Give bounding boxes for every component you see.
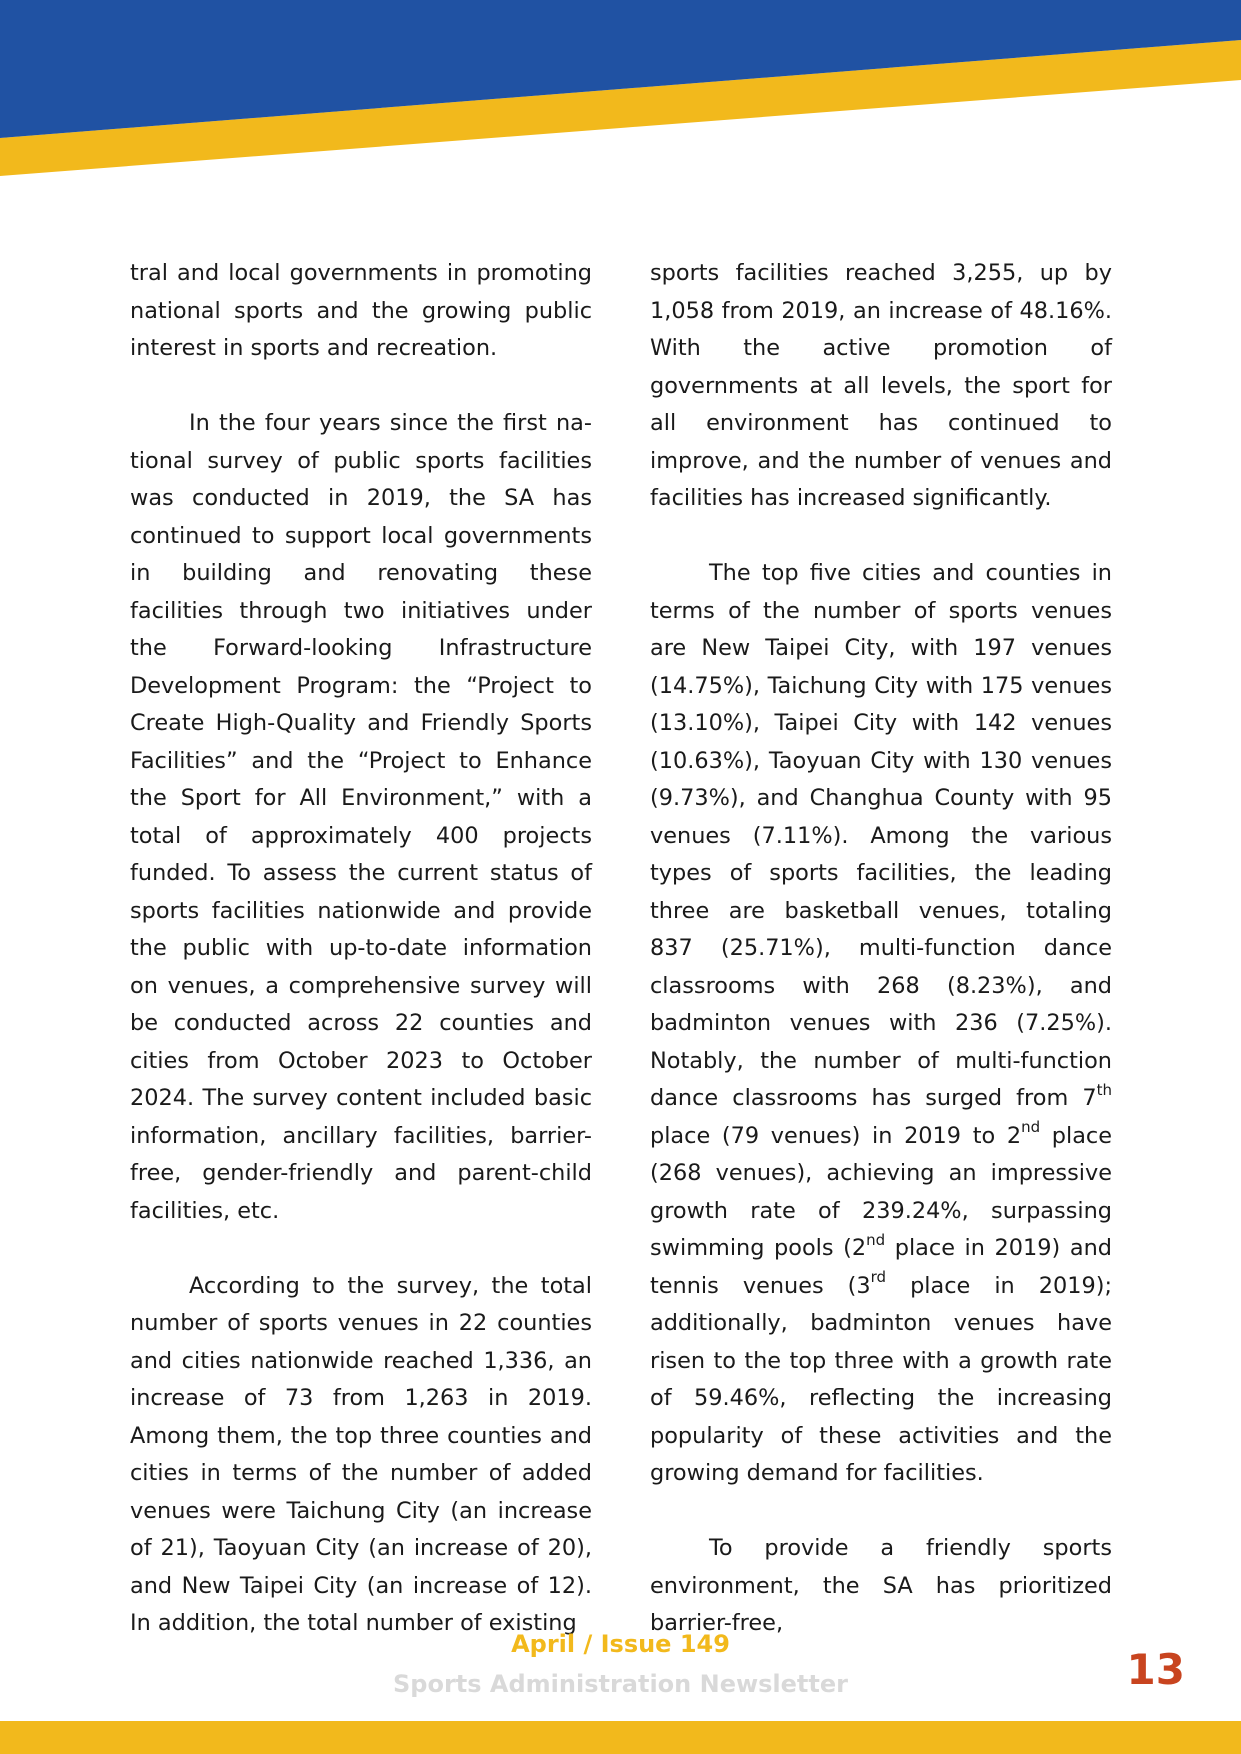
left-column <box>130 255 592 1680</box>
page-number: 13 <box>1126 1645 1185 1694</box>
text-run: place (79 venues) in 2019 to 2 <box>650 1122 1022 1149</box>
right-column <box>650 255 1112 1680</box>
paragraph-facilities-total: sports facilities reached 3,255, up by 1,058 from 2019, an increase of 48.16%. With the active promotion of governments at all levels, the sport for all environment has continued to improve, and the number of venues and facilities has increased significantly. <box>650 260 1112 511</box>
paragraph-survey-results: According to the survey, the total number of sports venues in 22 counties and cities nationwide reached 1,336, an increase of 73 from 1,263 in 2019. Among them, the top three counties and cities in terms of the number of added venues were Taichung City (an increase of 21), Taoyuan City (an increase of 20), and New Taipei City (an increase of 12). In addition, the total number of existing <box>130 1272 592 1636</box>
header-banner <box>0 0 1241 180</box>
superscript: rd <box>870 1268 887 1287</box>
text-run: place in 2019) and tennis venues (3 <box>650 1235 1112 1299</box>
text-run: place in 2019); additionally, badminton venues have risen to the top three with a growth rate of 59.46%, reflecting the increasing popularity of these activities and the growing demand for facilities. <box>650 1272 1112 1486</box>
paragraph-survey-background: In the four years since the first national survey of public sports facilities was conducted in 2019, the SA has continued to support local governments in building and renovating these facilities through two initiatives under the Forward-looking Infrastructure Development Program: the “Project to Create High-Quality and Friendly Sports Facilities” and the “Project to Enhance the Sport for All Environment,” with a total of approximately 400 projects funded. To assess the current status of sports facilities nationwide and provide the public with up-to-date information on venues, a comprehensive survey will be conducted across 22 counties and cities from October 2023 to October 2024. The survey content included basic information, ancillary facilities, barrier-free, gender-friendly and parent-child facilities, etc. <box>130 410 592 1224</box>
footer-newsletter-name: Sports Administration Newsletter <box>392 1670 848 1698</box>
paragraph-friendly-environment: To provide a friendly sports environment, the SA has prioritized barrier-free, <box>650 1535 1112 1636</box>
text-run: place (268 venues), achieving an impressive growth rate of 239.24%, surpassing swimming pools (2 <box>650 1122 1113 1261</box>
footer-bar <box>0 1721 1241 1754</box>
superscript: th <box>1096 1080 1112 1099</box>
text-run: The top five cities and counties in terms of the number of sports venues are New Taipei City, with 197 venues (14.75%), Taichung City with 175 venues (13.10%), Taipei City with 142 venues (10.63%), Taoyuan City with 130 venues (9.73%), and Changhua County with 95 venues (7.11%). Among the various types of sports facilities, the leading three are basketball venues, totaling 837 (25.71%), multi-function dance classrooms with 268 (8.23%), and badminton venues with 236 (7.25%). Notably, the number of multi-function dance classrooms has surged from 7 <box>650 560 1112 1111</box>
superscript: nd <box>1021 1118 1041 1137</box>
paragraph-continuation: tral and local governments in promoting national sports and the growing public interest in sports and recreation. <box>130 260 592 361</box>
paragraph-top-five <box>650 555 1112 1493</box>
footer-issue-label: April / Issue 149 <box>511 1630 730 1658</box>
superscript: nd <box>866 1230 886 1249</box>
